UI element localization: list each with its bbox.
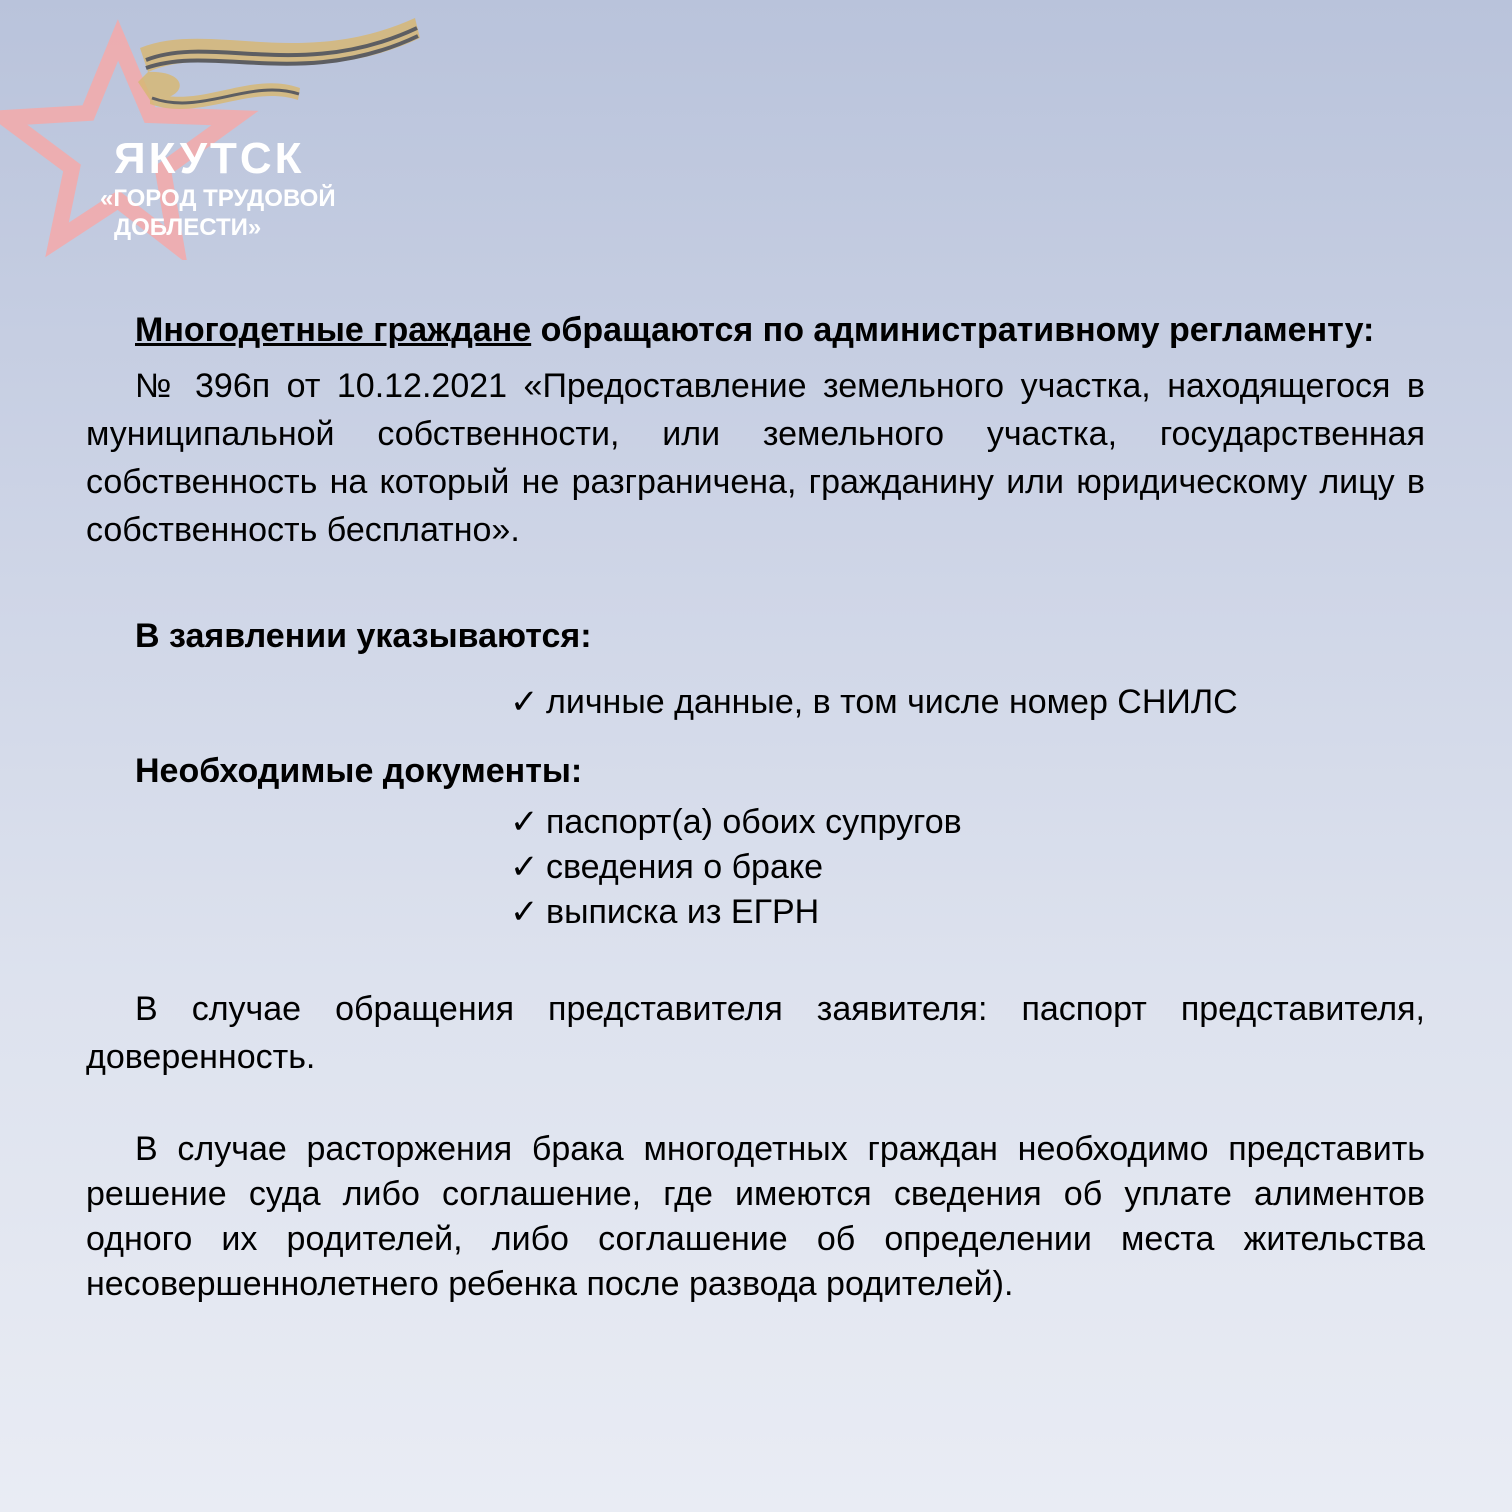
divorce-text: В случае расторжения брака многодетных граждан необходимо представить решение суда либо соглашение, где имеются сведения об уплате алиментов одного их родителей, либо соглашение об определении места жительства несовершеннолетнего ребенка после развода родителей). [86, 1130, 1425, 1303]
list-item-text: паспорт(а) обоих супругов [546, 803, 962, 841]
regulation-text: № 396п от 10.12.2021 «Предоставление земельного участка, находящегося в муниципальной собственности, или земельного участка, государственная собственность на который не разграничена, гражданину или юридическому лицу в собственность бесплатно». [86, 367, 1425, 549]
document-body [86, 306, 1425, 1307]
application-list [510, 680, 1425, 725]
st-george-ribbon-icon [138, 18, 420, 109]
logo-city: ЯКУТСК [114, 134, 305, 183]
documents-heading: Необходимые документы: [135, 752, 583, 790]
documents-list [510, 800, 1425, 935]
list-item [510, 800, 1425, 845]
application-heading: В заявлении указываются: [135, 617, 592, 655]
list-item-text: личные данные, в том числе номер СНИЛС [546, 683, 1238, 721]
list-item-text: выписка из ЕГРН [546, 893, 820, 931]
logo-subtitle-line2: ДОБЛЕСТИ» [114, 214, 262, 241]
checkmark-icon: ✓ [510, 893, 539, 931]
checkmark-icon: ✓ [510, 848, 539, 886]
regulation-heading [86, 306, 1425, 354]
checkmark-icon: ✓ [510, 803, 539, 841]
logo [0, 0, 440, 260]
logo-text [100, 134, 336, 242]
list-item [510, 845, 1425, 890]
list-item [510, 890, 1425, 935]
list-item-text: сведения о браке [546, 848, 824, 886]
representative-text: В случае обращения представителя заявителя: паспорт представителя, доверенность. [86, 990, 1425, 1076]
regulation-heading-underlined: Многодетные граждане [135, 311, 532, 349]
regulation-heading-rest: обращаются по административному регламенту: [531, 311, 1375, 349]
logo-subtitle-line1: «ГОРОД ТРУДОВОЙ [100, 185, 336, 212]
list-item [510, 680, 1425, 725]
checkmark-icon: ✓ [510, 683, 539, 721]
